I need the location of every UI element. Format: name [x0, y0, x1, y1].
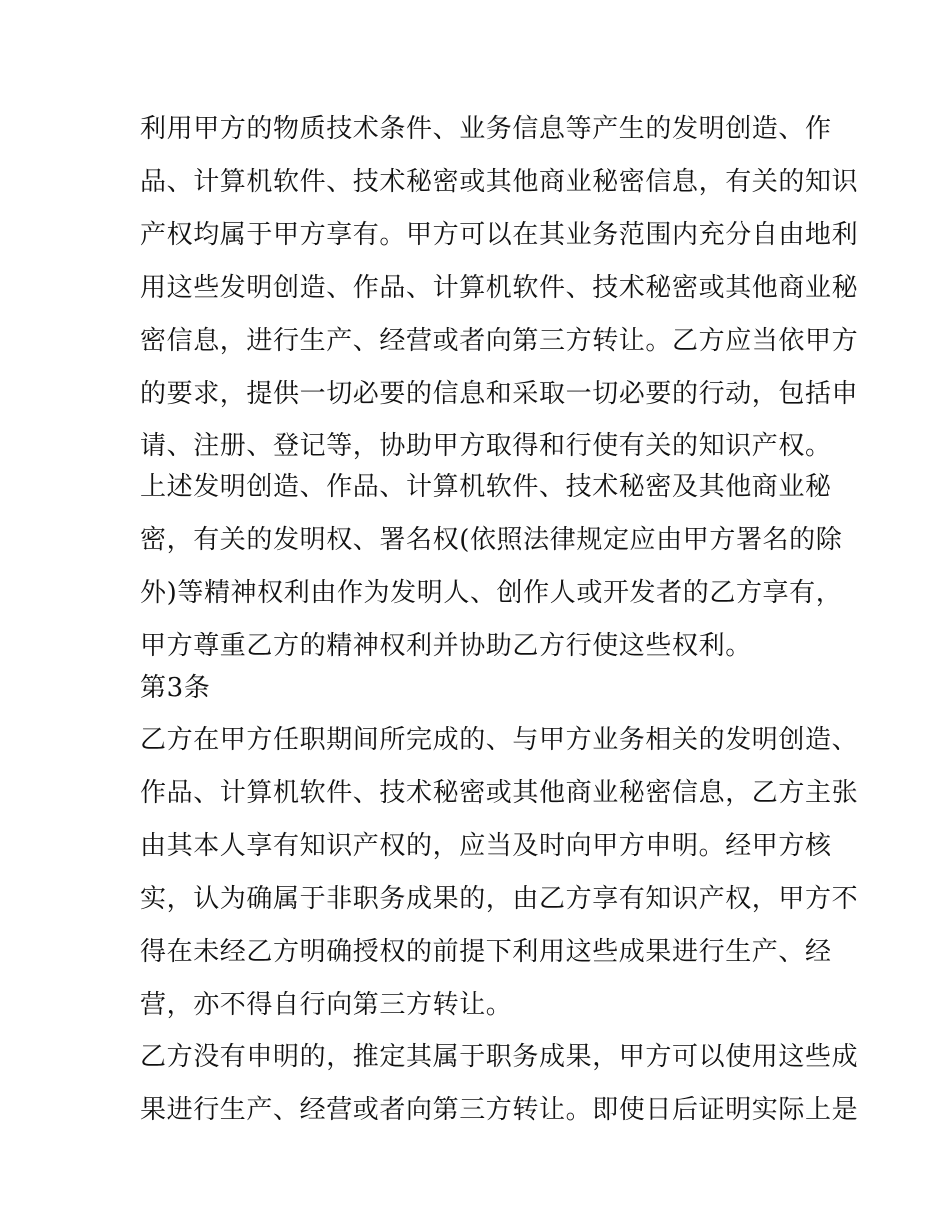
- paragraph-line: 作品、计算机软件、技术秘密或其他商业秘密信息，乙方主张: [140, 778, 859, 808]
- paragraph-line: 果进行生产、经营或者向第三方转让。即使日后证明实际上是: [140, 1095, 859, 1125]
- paragraph-line: 品、计算机软件、技术秘密或其他商业秘密信息，有关的知识: [140, 167, 859, 197]
- paragraph-line: 乙方没有申明的，推定其属于职务成果，甲方可以使用这些成: [140, 1042, 859, 1072]
- paragraph-line: 产权均属于甲方享有。甲方可以在其业务范围内充分自由地利: [140, 220, 859, 250]
- paragraph-line: 密，有关的发明权、署名权(依照法律规定应由甲方署名的除: [140, 525, 843, 555]
- paragraph-line: 外)等精神权利由作为发明人、创作人或开发者的乙方享有，: [140, 578, 843, 608]
- paragraph-line: 甲方尊重乙方的精神权利并协助乙方行使这些权利。: [140, 631, 752, 661]
- paragraph-line: 实，认为确属于非职务成果的，由乙方享有知识产权，甲方不: [140, 884, 859, 914]
- paragraph-line: 得在未经乙方明确授权的前提下利用这些成果进行生产、经: [140, 937, 832, 967]
- paragraph-line: 上述发明创造、作品、计算机软件、技术秘密及其他商业秘: [140, 472, 832, 502]
- paragraph-line: 营，亦不得自行向第三方转让。: [140, 990, 513, 1020]
- paragraph-line: 利用甲方的物质技术条件、业务信息等产生的发明创造、作: [140, 114, 832, 144]
- paragraph-line: 乙方在甲方任职期间所完成的、与甲方业务相关的发明创造、: [140, 725, 859, 755]
- paragraph-line: 密信息，进行生产、经营或者向第三方转让。乙方应当依甲方: [140, 326, 859, 356]
- paragraph-line: 的要求，提供一切必要的信息和采取一切必要的行动，包括申: [140, 379, 859, 409]
- article-heading: 第3条: [140, 673, 211, 703]
- paragraph-line: 用这些发明创造、作品、计算机软件、技术秘密或其他商业秘: [140, 273, 859, 303]
- paragraph-line: 由其本人享有知识产权的，应当及时向甲方申明。经甲方核: [140, 831, 832, 861]
- paragraph-line: 请、注册、登记等，协助甲方取得和行使有关的知识产权。: [140, 431, 832, 461]
